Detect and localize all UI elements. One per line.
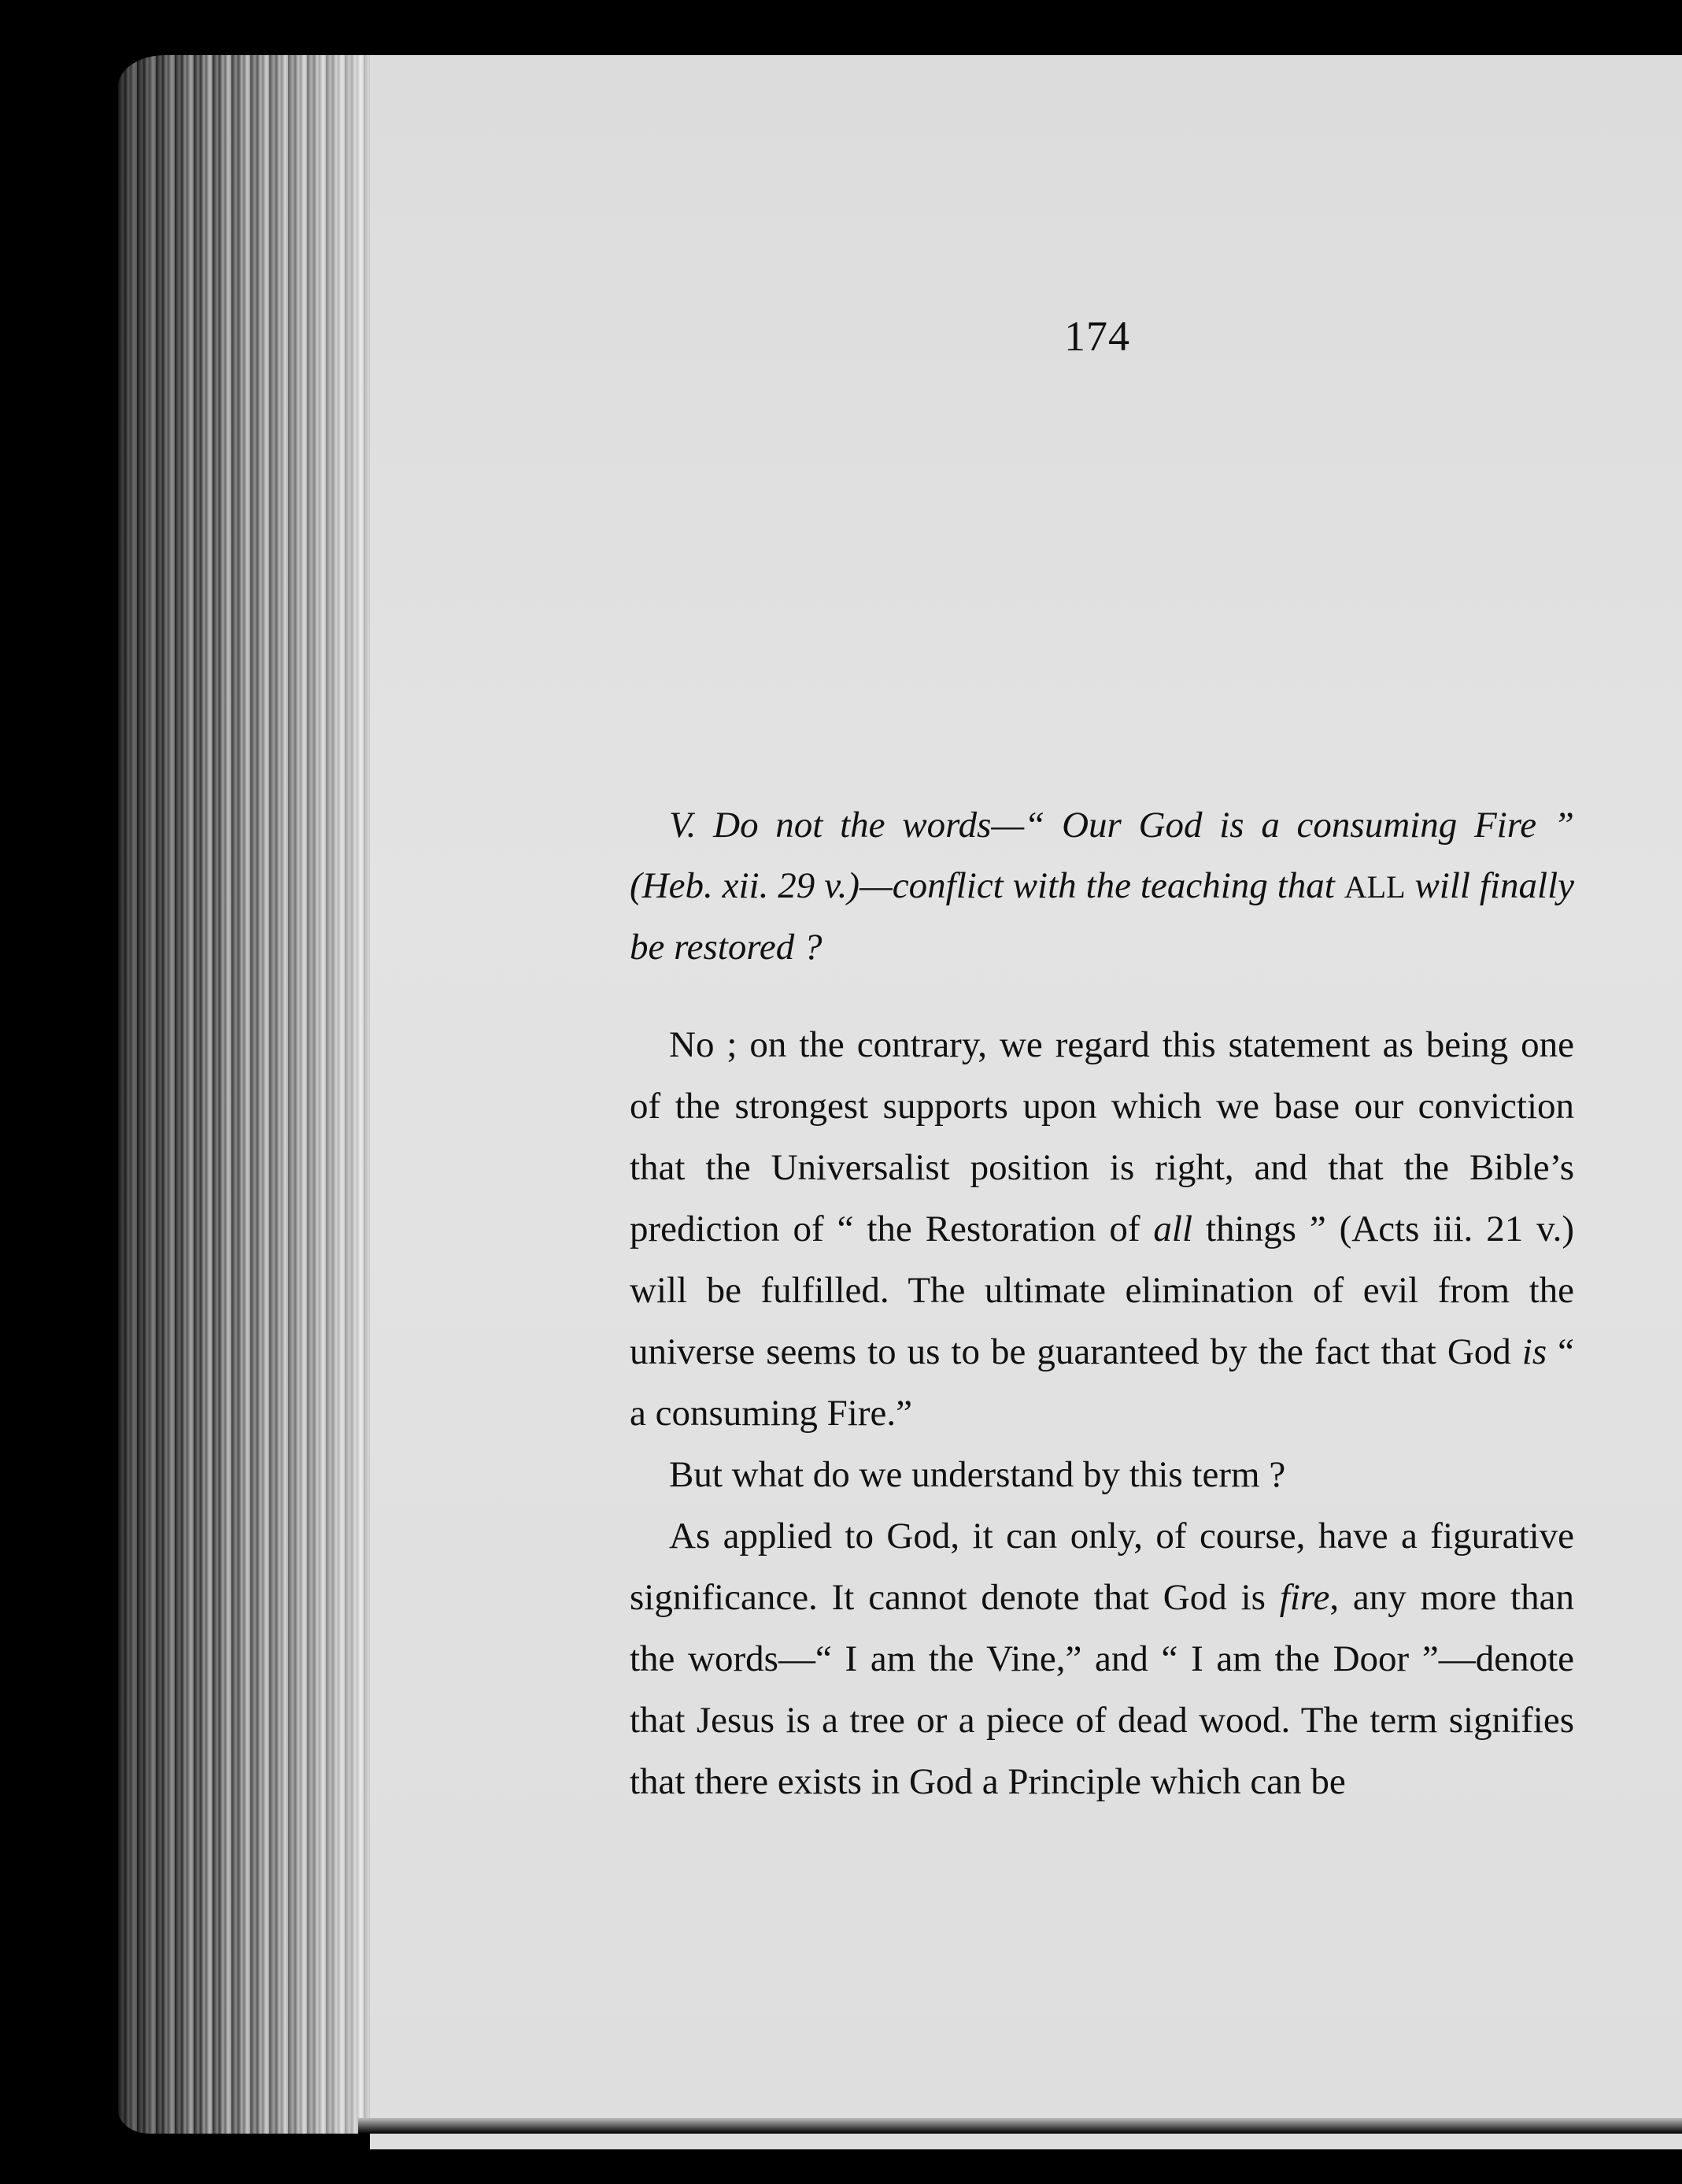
- answer-p1-emphasis-is: is: [1521, 1331, 1547, 1372]
- question-tail: will finally be restored ?: [630, 865, 1574, 968]
- answer-paragraph-2: But what do we understand by this term ?: [669, 1454, 1286, 1495]
- book-page-edges: [118, 55, 378, 2134]
- question-smallcaps: ALL: [1344, 869, 1406, 905]
- answer-p1-part-b: things ” (Acts iii. 21 v.) will be fulfilled. The ultimate elimination of evil from the universe seems to us to be guaranteed by the fact that God: [630, 1209, 1574, 1372]
- answer-p3-part-a: As applied to God, it can only, of course, have a figurative significance. It cannot denote that God is: [630, 1516, 1574, 1618]
- page-bottom-edge: [358, 2118, 1682, 2134]
- answer-p3-emphasis-fire: fire: [1279, 1577, 1330, 1618]
- answer-p1-part-c: “ a consuming Fire.”: [630, 1331, 1574, 1434]
- question-paragraph: [630, 795, 1574, 978]
- text-block: [630, 795, 1574, 1812]
- answer-p1-emphasis-all: all: [1153, 1209, 1193, 1249]
- answer-p1-part-a: No ; on the contrary, we regard this statement as being one of the strongest supports upon which we base our conviction that the Universalist position is right, and that the Bible’s prediction of “ the Restoration of: [630, 1024, 1574, 1249]
- answer-p3-part-b: , any more than the words—“ I am the Vine,” and “ I am the Door ”—denote that Jesus is a tree or a piece of dead wood. The term signifies that there exists in God a Principle which can be: [630, 1577, 1574, 1802]
- answer-paragraph-3: [630, 1505, 1574, 1812]
- page-number: 174: [1064, 313, 1130, 360]
- question-lead: V. Do not the words—“ Our God is a consuming Fire ” (Heb. xii. 29 v.)—conflict with the teaching that: [630, 805, 1574, 906]
- answer-paragraph-1: [630, 1014, 1574, 1444]
